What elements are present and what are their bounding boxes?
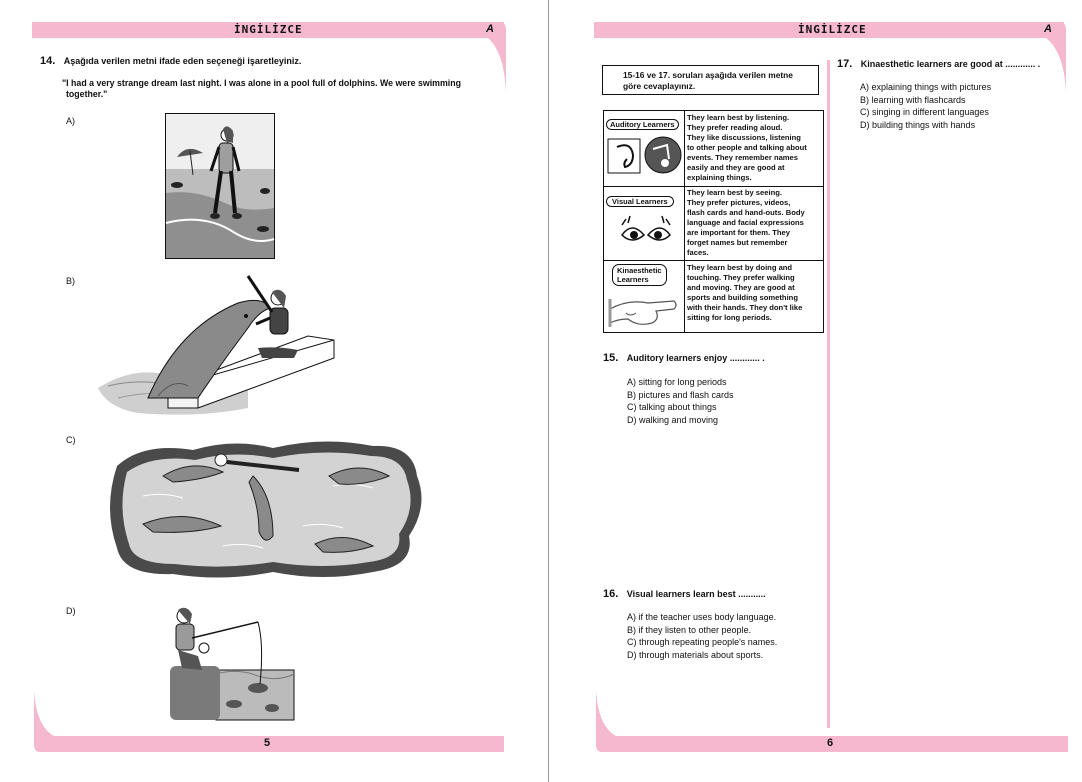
label-line: Learners bbox=[617, 275, 649, 284]
description-line: sitting for long periods. bbox=[687, 313, 772, 322]
learner-styles-table bbox=[603, 110, 824, 333]
page-number: 5 bbox=[264, 737, 271, 749]
question-number: 16. bbox=[603, 588, 619, 600]
column-divider bbox=[827, 60, 830, 728]
description-line: They learn best by listening. bbox=[687, 113, 790, 122]
pool-dolphins-illustration[interactable] bbox=[103, 436, 429, 581]
row-label-visual: Visual Learners bbox=[606, 196, 674, 207]
option-d[interactable]: D) building things with hands bbox=[860, 119, 976, 130]
question-17-options bbox=[860, 81, 991, 131]
booklet-letter: A bbox=[1044, 23, 1052, 35]
quote-line-1: "I had a very strange dream last night. I was alone in a pool full of dolphins. We were swimming bbox=[62, 78, 461, 88]
table-row bbox=[606, 191, 674, 209]
description-line: They learn best by doing and bbox=[687, 263, 793, 272]
table-row-line bbox=[604, 186, 823, 187]
option-c-label[interactable]: C) bbox=[66, 435, 76, 445]
option-b[interactable]: B) pictures and flash cards bbox=[627, 389, 734, 400]
footer-band bbox=[612, 736, 1068, 752]
description-line: flash cards and hand-outs. Body bbox=[687, 208, 805, 217]
option-a[interactable]: A) if the teacher uses body language. bbox=[627, 612, 777, 622]
description-line: faces. bbox=[687, 248, 709, 257]
instruction-line-2: göre cevaplayınız. bbox=[623, 81, 696, 91]
description-line: They prefer pictures, videos, bbox=[687, 198, 791, 207]
row-label-kinaesthetic bbox=[612, 264, 667, 286]
row-label-auditory: Auditory Learners bbox=[606, 119, 679, 130]
question-15 bbox=[603, 348, 765, 366]
description-line: easily and they are good at bbox=[687, 163, 785, 172]
question-prompt: Kinaesthetic learners are good at ............ . bbox=[860, 59, 1041, 69]
option-d[interactable]: D) walking and moving bbox=[627, 414, 719, 425]
question-number: 17. bbox=[837, 58, 853, 70]
description-line: events. They remember names bbox=[687, 153, 799, 162]
header-title: İNGİLİZCE bbox=[798, 23, 867, 36]
page-number: 6 bbox=[827, 737, 834, 749]
table-column-line bbox=[684, 111, 685, 332]
option-b[interactable]: B) learning with flashcards bbox=[860, 94, 966, 105]
description-line: are important for them. They bbox=[687, 228, 790, 237]
row-description-auditory bbox=[687, 113, 821, 183]
question-number: 14. bbox=[40, 55, 56, 67]
question-16 bbox=[603, 584, 766, 602]
option-c[interactable]: C) talking about things bbox=[627, 402, 717, 412]
description-line: touching. They prefer walking bbox=[687, 273, 795, 282]
question-14 bbox=[40, 51, 301, 69]
beach-walk-illustration[interactable] bbox=[165, 113, 275, 259]
question-prompt: Visual learners learn best ........... bbox=[626, 589, 766, 599]
option-c[interactable]: C) through repeating people's names. bbox=[627, 637, 778, 647]
question-16-options bbox=[627, 611, 777, 661]
instruction-box bbox=[602, 65, 819, 95]
row-description-visual bbox=[687, 188, 821, 258]
booklet-letter: A bbox=[486, 23, 494, 35]
option-c[interactable]: C) singing in different languages bbox=[860, 107, 989, 117]
label-line: Kinaesthetic bbox=[617, 266, 662, 275]
option-a[interactable]: A) sitting for long periods bbox=[627, 377, 727, 387]
option-d[interactable]: D) through materials about sports. bbox=[627, 649, 764, 660]
option-d-label[interactable]: D) bbox=[66, 606, 76, 616]
question-17 bbox=[837, 54, 1040, 72]
option-b[interactable]: B) if they listen to other people. bbox=[627, 624, 752, 635]
eyes-icon bbox=[618, 211, 674, 253]
description-line: forget names but remember bbox=[687, 238, 788, 247]
girl-fishing-illustration[interactable] bbox=[168, 604, 296, 722]
row-description-kinaesthetic bbox=[687, 263, 821, 323]
ear-and-music-icon bbox=[607, 135, 683, 177]
description-line: language and facial expressions bbox=[687, 218, 804, 227]
question-number: 15. bbox=[603, 352, 619, 364]
table-row-line bbox=[604, 260, 823, 261]
table-row bbox=[606, 114, 679, 132]
hand-icon bbox=[608, 289, 680, 329]
quote-line-2: together." bbox=[66, 89, 108, 99]
option-b-label[interactable]: B) bbox=[66, 276, 75, 286]
description-line: with their hands. They don't like bbox=[687, 303, 803, 312]
description-line: They like discussions, listening bbox=[687, 133, 801, 142]
question-15-options bbox=[627, 376, 734, 426]
description-line: and moving. They are good at bbox=[687, 283, 795, 292]
question-prompt: Aşağıda verilen metni ifade eden seçeneği işaretleyiniz. bbox=[63, 56, 302, 66]
description-line: to other people and talking about bbox=[687, 143, 807, 152]
question-prompt: Auditory learners enjoy ............ . bbox=[626, 353, 765, 363]
header-title: İNGİLİZCE bbox=[234, 23, 303, 36]
description-line: explaining things. bbox=[687, 173, 752, 182]
book-spine bbox=[548, 0, 549, 782]
description-line: They prefer reading aloud. bbox=[687, 123, 783, 132]
option-a-label[interactable]: A) bbox=[66, 116, 75, 126]
footer-band bbox=[50, 736, 504, 752]
right-page bbox=[550, 0, 1082, 782]
option-a[interactable]: A) explaining things with pictures bbox=[860, 82, 992, 92]
description-line: They learn best by seeing. bbox=[687, 188, 782, 197]
dolphin-show-illustration[interactable] bbox=[98, 268, 340, 424]
description-line: sports and building something bbox=[687, 293, 798, 302]
instruction-line-1: 15-16 ve 17. soruları aşağıda verilen metne bbox=[623, 70, 793, 80]
